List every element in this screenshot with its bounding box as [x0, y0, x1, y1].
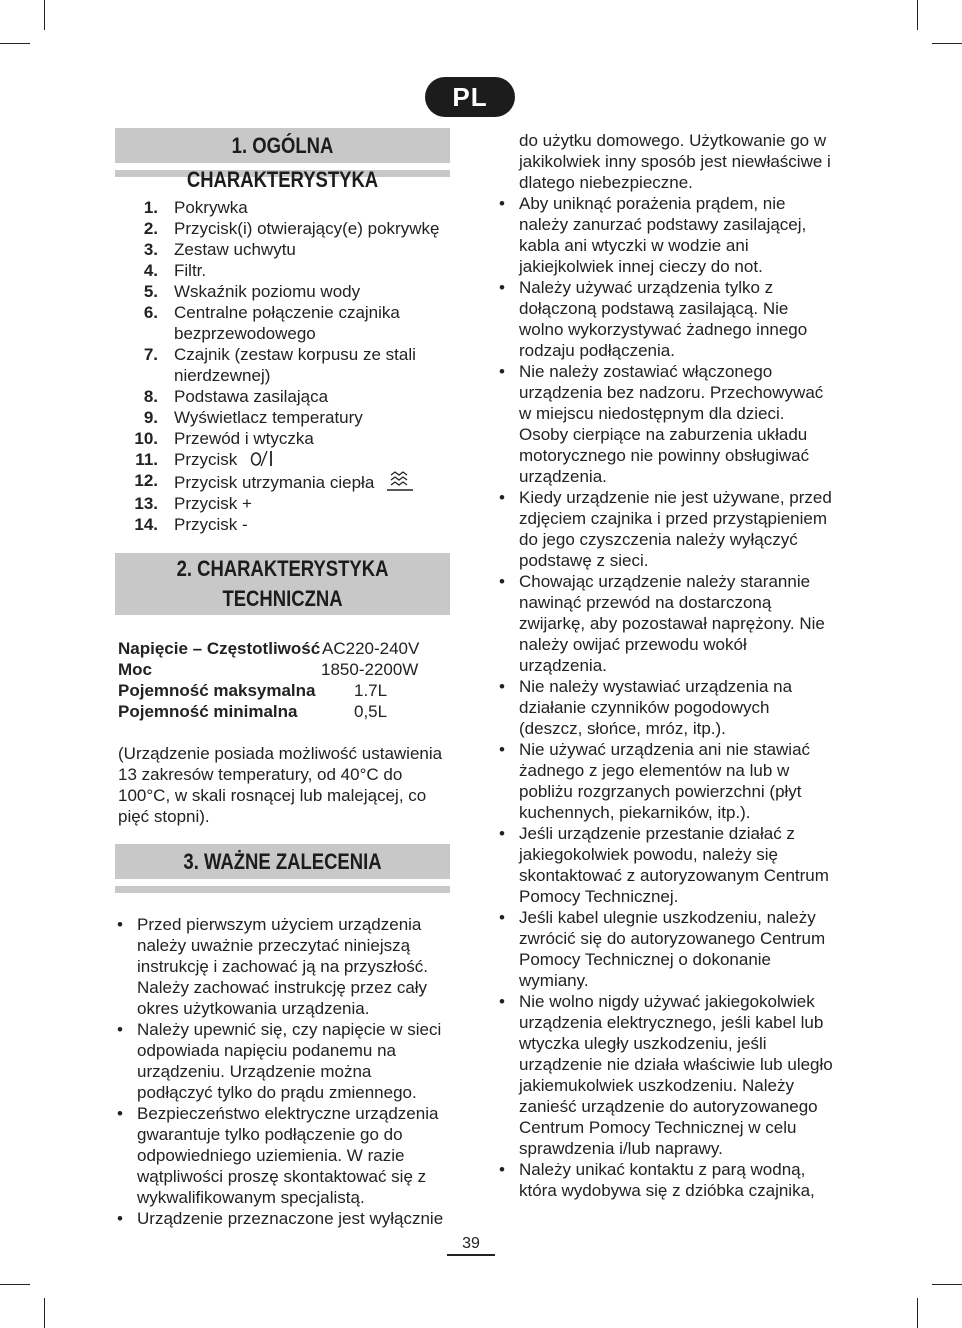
section-rule: [115, 886, 450, 893]
section1-header: [115, 128, 450, 192]
temperature-note: (Urządzenie posiada możliwość ustawienia 13 zakresów temperatury, od 40°C do 100°C, w skali rosnącej lub malejącej, co pięć stopni).: [118, 744, 443, 826]
crop-mark: [44, 0, 45, 30]
list-item: • Kiedy urządzenie nie jest używane, przed zdjęciem czajnika i przed przystąpieniem do jego czyszczenia należy wyłączyć podstawę z sieci.: [497, 487, 837, 571]
recommendations-list-left: [115, 914, 450, 1229]
spec-row: Napięcie – Częstotliwość AC220-240V: [118, 639, 420, 658]
crop-mark: [0, 1284, 30, 1285]
section2-header: [115, 553, 450, 615]
crop-mark: [932, 1284, 962, 1285]
list-item: • Urządzenie przeznaczone jest wyłącznie: [115, 1208, 450, 1229]
list-item: 13. Przycisk +: [134, 494, 252, 513]
crop-mark: [932, 43, 962, 44]
list-item: 7. Czajnik (zestaw korpusu ze stali nierdzewnej): [143, 345, 416, 385]
section2-title-line2: TECHNICZNA: [222, 586, 343, 611]
section2-title-line1: 2. CHARAKTERYSTYKA: [176, 556, 389, 581]
language-badge: PL: [425, 77, 515, 117]
crop-mark: [0, 43, 30, 44]
list-item: • Bezpieczeństwo elektryczne urządzenia gwarantuje tylko podłączenie go do odpowiedniego uziemienia. W razie wątpliwości proszę skontaktować się z wykwalifikowanym specjalistą.: [115, 1103, 450, 1208]
list-item: • Nie należy zostawiać włączonego urządzenia bez nadzoru. Przechowywać w miejscu niedostępnym dla dzieci. Osoby cierpiące na zaburzenia układu motorycznego nie powinny obsługiwać urządzenia.: [497, 361, 837, 487]
list-item: 8. Podstawa zasilająca: [143, 387, 329, 406]
right-column: [497, 130, 837, 1201]
list-item: 14. Przycisk -: [134, 515, 248, 534]
section1-title: 1. OGÓLNA CHARAKTERYSTYKA: [186, 133, 379, 192]
list-item: • Chowając urządzenie należy starannie nawinąć przewód na dostarczoną zwijarkę, aby pozostawał naprężony. Nie należy owijać przewodu wokół urządzenia.: [497, 571, 837, 676]
list-item: • Nie wolno nigdy używać jakiegokolwiek urządzenia elektrycznego, jeśli kabel lub wtyczka uległy uszkodzeniu, jeśli urządzenie nie działa właściwie lub uległo jakiemukolwiek uszkodzeniu. Należy zanieść urządzenie do autoryzowanego Centrum Pomocy Technicznej w celu sprawdzenia i/lub naprawy.: [497, 991, 837, 1159]
list-item: 9. Wyświetlacz temperatury: [143, 408, 363, 427]
list-item: • Aby uniknąć porażenia prądem, nie należy zanurzać podstawy zasilającej, kabla ani wtyczki w wodzie ani jakiejkolwiek innej cieczy do not.: [497, 193, 837, 277]
crop-mark: [917, 1298, 918, 1328]
crop-mark: [44, 1298, 45, 1328]
recommendations-list-right: [497, 193, 837, 1201]
list-item: 3. Zestaw uchwytu: [143, 240, 296, 259]
list-item: • Jeśli kabel ulegnie uszkodzeniu, należy zwrócić się do autoryzowanego Centrum Pomocy Technicznej o dokonanie wymiany.: [497, 907, 837, 991]
list-item: • Nie należy wystawiać urządzenia na działanie czynników pogodowych (deszcz, słońce, mróz, itp.).: [497, 676, 837, 739]
list-item: 2. Przycisk(i) otwierający(e) pokrywkę: [143, 219, 440, 238]
list-item: • Należy używać urządzenia tylko z dołączoną podstawą zasilającą. Nie wolno wykorzystywać żadnego innego rodzaju podłączenia.: [497, 277, 837, 361]
list-item: 4. Filtr.: [143, 261, 207, 280]
section3-header: [115, 844, 450, 893]
spec-row: Pojemność minimalna 0,5L: [118, 702, 388, 721]
crop-mark: [917, 0, 918, 30]
list-item: 6. Centralne połączenie czajnika bezprzewodowego: [143, 303, 400, 343]
spec-row: Pojemność maksymalna 1.7L: [118, 681, 388, 700]
list-item: 11. Przycisk: [122, 449, 450, 470]
list-item: 10. Przewód i wtyczka: [134, 429, 314, 448]
spec-table: [115, 638, 450, 722]
list-item: • Należy upewnić się, czy napięcie w sieci odpowiada napięciu podanemu na urządzeniu. Urządzenie można podłączyć tylko do prądu zmiennego.: [115, 1019, 450, 1103]
spec-row: Moc 1850-2200W: [118, 660, 419, 679]
left-column: [115, 128, 450, 1229]
parts-list: [122, 197, 450, 535]
power-icon: [250, 449, 276, 467]
list-item: 12. Przycisk utrzymania ciepła: [122, 470, 450, 493]
keep-warm-icon: [385, 470, 415, 492]
section3-title: 3. WAŻNE ZALECENIA: [183, 849, 382, 874]
list-item: • Nie używać urządzenia ani nie stawiać żadnego z jego elementów na lub w pobliżu rozgrzanych powierzchni (płyt kuchennych, piekarników, itp.).: [497, 739, 837, 823]
list-item: • Należy unikać kontaktu z parą wodną, która wydobywa się z dzióbka czajnika,: [497, 1159, 837, 1201]
continued-text: do użytku domowego. Użytkowanie go w jakikolwiek inny sposób jest niewłaściwe i dlatego niebezpieczne.: [519, 131, 831, 192]
page-number: 39: [447, 1235, 495, 1256]
list-item: 1. Pokrywka: [143, 198, 248, 217]
list-item: • Przed pierwszym użyciem urządzenia należy uważnie przeczytać niniejszą instrukcję i zachować ją na przyszłość. Należy zachować instrukcję przez cały okres użytkowania urządzenia.: [115, 914, 450, 1019]
list-item: • Jeśli urządzenie przestanie działać z jakiegokolwiek powodu, należy się skontaktować z autoryzowanym Centrum Pomocy Technicznej.: [497, 823, 837, 907]
list-item: 5. Wskaźnik poziomu wody: [143, 282, 361, 301]
